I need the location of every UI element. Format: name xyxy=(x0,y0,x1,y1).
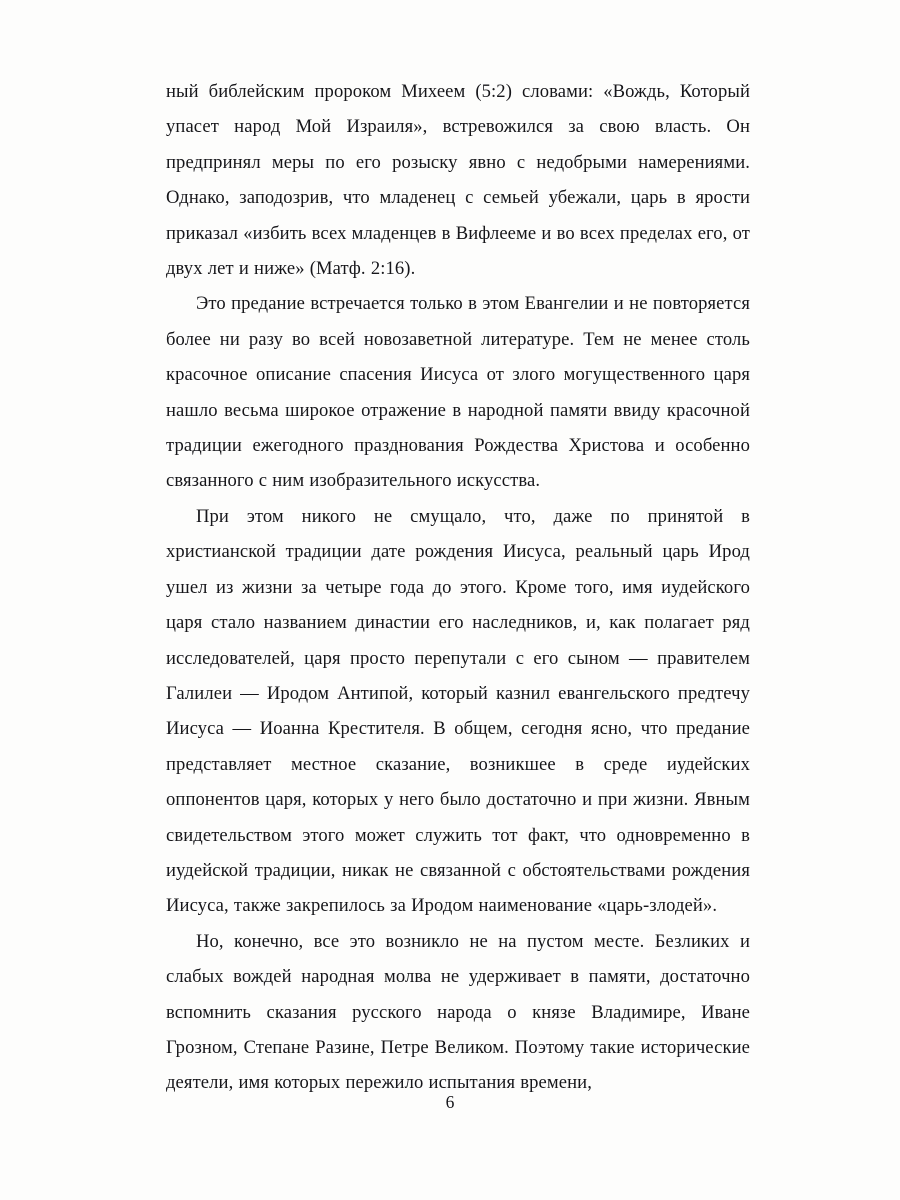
page-number: 6 xyxy=(445,1092,455,1112)
paragraph-4: Но, конечно, все это возникло не на пустом месте. Безликих и слабых вождей народная молва не удерживает в памяти, достаточно вспомнить сказания русского народа о князе Владимире, Иване Грозном, Степане Разине, Петре Великом. Поэтому такие исторические деятели, имя которых пережило испытания времени, xyxy=(166,930,750,1094)
body-text-column xyxy=(166,74,750,1101)
paragraph-2: Это предание встречается только в этом Евангелии и не повторяется более ни разу во всей новозаветной литературе. Тем не менее столь красочное описание спасения Иисуса от злого могущественного царя нашло весьма широкое отражение в народной памяти ввиду красочной традиции ежегодного празднования Рождества Христова и особенно связанного с ним изобразительного искусства. xyxy=(166,293,750,492)
paragraph-1: ный библейским пророком Михеем (5:2) словами: «Вождь, Который упасет народ Мой Израиля», встревожился за свою власть. Он предпринял меры по его розыску явно с недобрыми намерениями. Однако, заподозрив, что младенец с семьей убежали, царь в ярости приказал «избить всех младенцев в Вифлееме и во всех пределах его, от двух лет и ниже» (Матф. 2:16). xyxy=(166,81,750,280)
paragraph-3: При этом никого не смущало, что, даже по принятой в христианской традиции дате рождения Иисуса, реальный царь Ирод ушел из жизни за четыре года до этого. Кроме того, имя иудейского царя стало названием династии его наследников, и, как полагает ряд исследователей, царя просто перепутали с его сыном — правителем Галилеи — Иродом Антипой, который казнил евангельского предтечу Иисуса — Иоанна Крестителя. В общем, сегодня ясно, что предание представляет местное сказание, возникшее в среде иудейских оппонентов царя, которых у него было достаточно и при жизни. Явным свидетельством этого может служить тот факт, что одновременно в иудейской традиции, никак не связанной с обстоятельствами рождения Иисуса, также закрепилось за Иродом наименование «царь-злодей». xyxy=(166,505,750,917)
